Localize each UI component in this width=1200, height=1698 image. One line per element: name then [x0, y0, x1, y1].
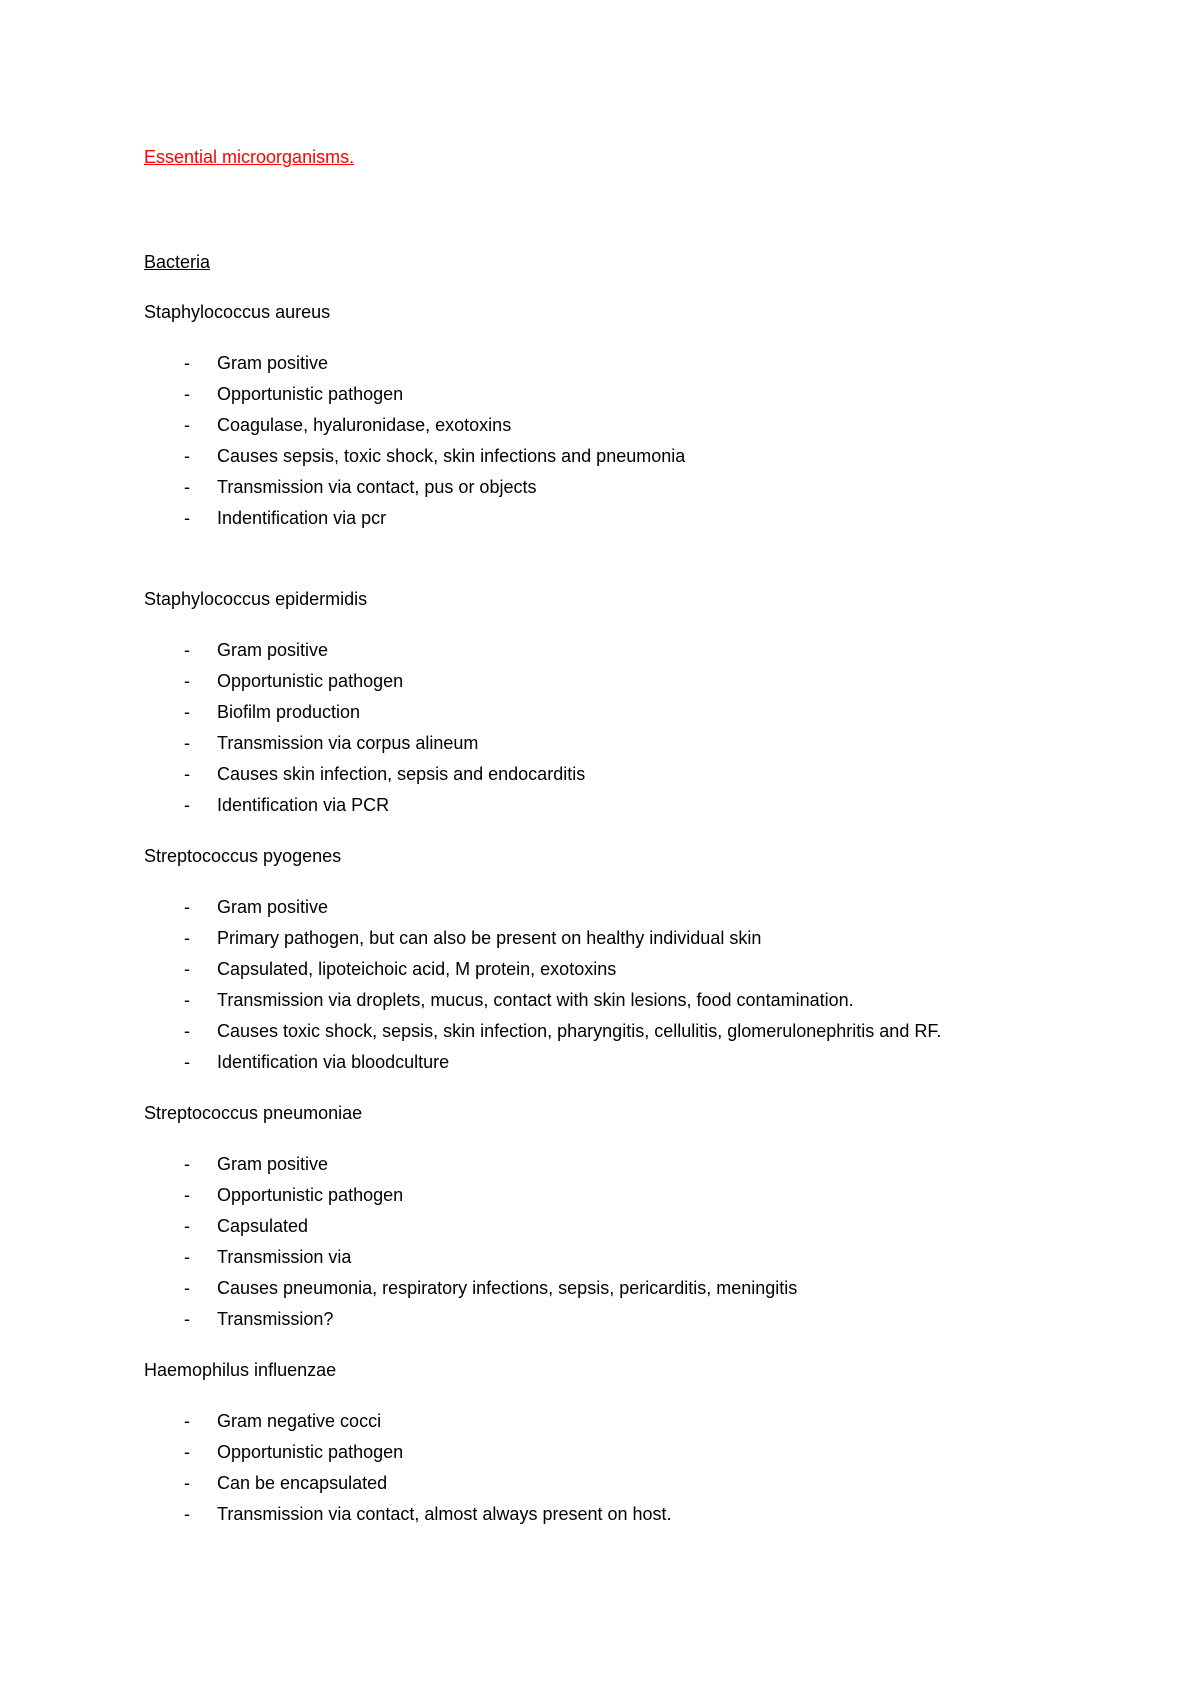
- bullet-item: - Gram negative cocci: [144, 1410, 1104, 1432]
- bullet-item: - Opportunistic pathogen: [144, 1441, 1104, 1463]
- bullet-item: - Capsulated: [144, 1215, 1104, 1237]
- bullet-item: - Causes pneumonia, respiratory infections, sepsis, pericarditis, meningitis: [144, 1277, 1104, 1299]
- bullet-item: - Transmission?: [144, 1308, 1104, 1330]
- bullet-item: - Capsulated, lipoteichoic acid, M protein, exotoxins: [144, 958, 1104, 980]
- section-spacer: [144, 538, 1104, 588]
- bullet-item: - Opportunistic pathogen: [144, 670, 1104, 692]
- section-heading: Bacteria: [144, 252, 211, 272]
- bullet-item: - Transmission via: [144, 1246, 1104, 1268]
- bullet-item: - Gram positive: [144, 896, 1104, 918]
- bullet-item: - Transmission via droplets, mucus, contact with skin lesions, food contamination.: [144, 989, 1104, 1011]
- bullet-item: - Gram positive: [144, 1153, 1104, 1175]
- bullet-list: [144, 352, 1104, 529]
- bullet-item: - Identification via PCR: [144, 794, 1104, 816]
- bullet-item: - Identification via bloodculture: [144, 1051, 1104, 1073]
- bullet-list: [144, 1410, 1104, 1525]
- bullet-item: - Opportunistic pathogen: [144, 383, 1104, 405]
- organism-section: [144, 588, 1104, 816]
- bullet-item: - Opportunistic pathogen: [144, 1184, 1104, 1206]
- bullet-list: [144, 896, 1104, 1073]
- bullet-item: - Transmission via contact, almost always present on host.: [144, 1503, 1104, 1525]
- organism-list: [144, 301, 1104, 1534]
- bullet-item: - Gram positive: [144, 352, 1104, 374]
- organism-section: [144, 1102, 1104, 1330]
- bullet-item: - Biofilm production: [144, 701, 1104, 723]
- organism-name: Haemophilus influenzae: [144, 1360, 337, 1380]
- bullet-item: - Causes sepsis, toxic shock, skin infections and pneumonia: [144, 445, 1104, 467]
- document-title: Essential microorganisms.: [144, 147, 355, 167]
- bullet-item: - Causes toxic shock, sepsis, skin infection, pharyngitis, cellulitis, glomerulonephritis and RF.: [144, 1020, 1104, 1042]
- organism-section: [144, 1359, 1104, 1525]
- bullet-item: - Gram positive: [144, 639, 1104, 661]
- organism-name: Staphylococcus aureus: [144, 302, 331, 322]
- bullet-item: - Can be encapsulated: [144, 1472, 1104, 1494]
- bullet-list: [144, 639, 1104, 816]
- bullet-item: - Coagulase, hyaluronidase, exotoxins: [144, 414, 1104, 436]
- section-spacer: [144, 1339, 1104, 1359]
- bullet-item: - Transmission via corpus alineum: [144, 732, 1104, 754]
- bullet-list: [144, 1153, 1104, 1330]
- organism-section: [144, 301, 1104, 529]
- bullet-item: - Causes skin infection, sepsis and endocarditis: [144, 763, 1104, 785]
- section-spacer: [144, 1082, 1104, 1102]
- organism-section: [144, 845, 1104, 1073]
- organism-name: Streptococcus pneumoniae: [144, 1103, 363, 1123]
- section-spacer: [144, 825, 1104, 845]
- bullet-item: - Primary pathogen, but can also be present on healthy individual skin: [144, 927, 1104, 949]
- organism-name: Staphylococcus epidermidis: [144, 589, 368, 609]
- bullet-item: - Indentification via pcr: [144, 507, 1104, 529]
- bullet-item: - Transmission via contact, pus or objects: [144, 476, 1104, 498]
- organism-name: Streptococcus pyogenes: [144, 846, 342, 866]
